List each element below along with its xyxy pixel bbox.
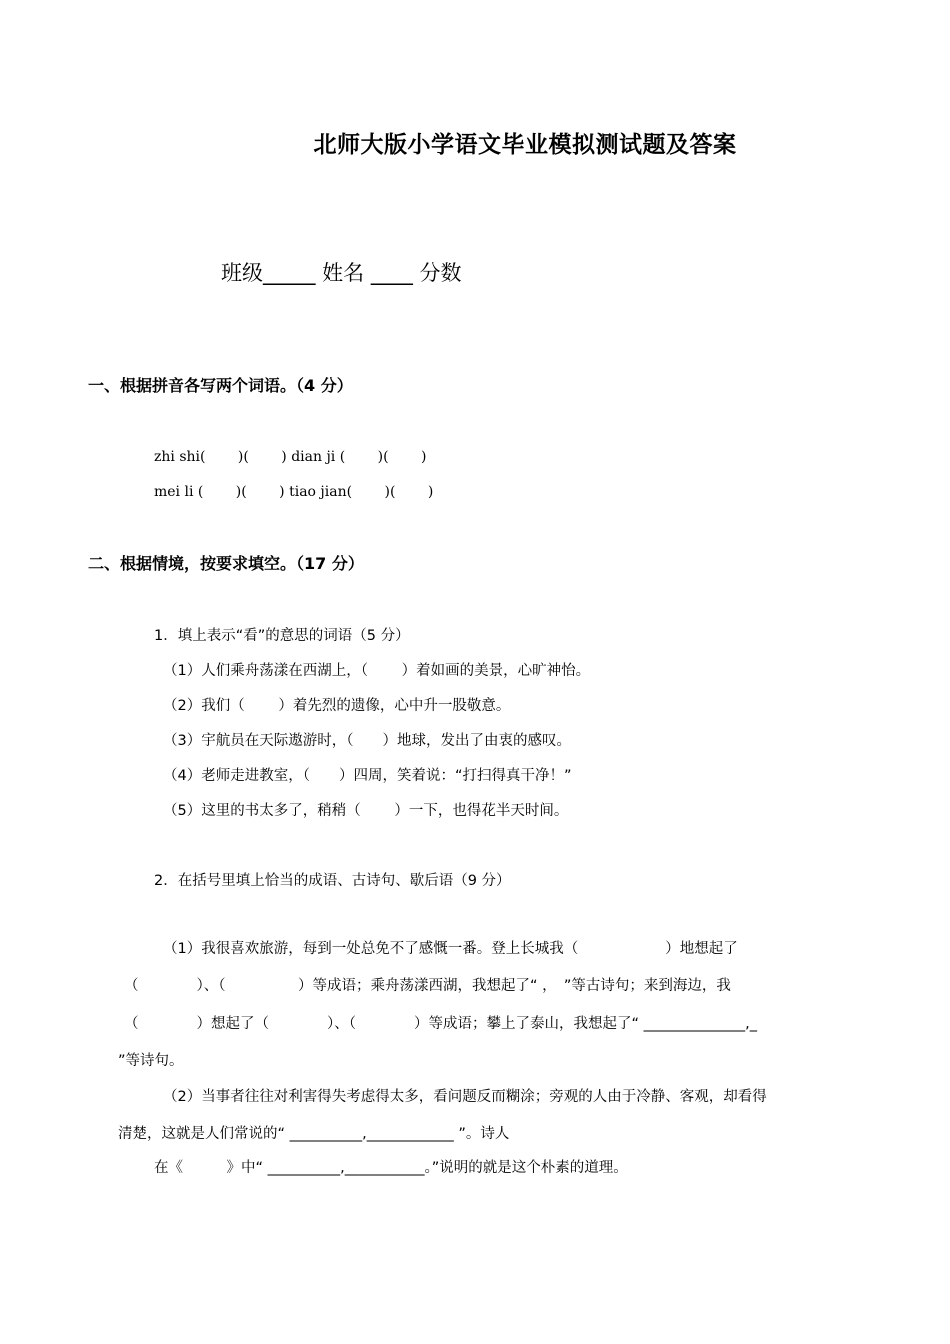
paragraph-1-line-2: （ ）、（ ）等成语；乘舟荡漾西湖，我想起了“ ， ”等古诗句；来到海边，我: [124, 978, 731, 994]
question-1-item-3: （3）宇航员在天际遨游时，（ ）地球，发出了由衷的感叹。: [163, 733, 571, 749]
paragraph-2-line-2: 清楚，这就是人们常说的“ __________,____________ ”。诗人: [118, 1126, 510, 1142]
question-1-item-1: （1）人们乘舟荡漾在西湖上，（ ）着如画的美景，心旷神怡。: [163, 663, 591, 679]
section-1-heading: 一、根据拼音各写两个词语。（4 分）: [88, 376, 353, 395]
paragraph-1-line-3: （ ）想起了（ ）、（ ）等成语；攀上了泰山，我想起了“ ______________,_: [124, 1016, 757, 1032]
question-1-item-2: （2）我们（ ）着先烈的遗像，心中升一股敬意。: [163, 698, 511, 714]
page-title: 北师大版小学语文毕业模拟测试题及答案: [313, 132, 737, 158]
paragraph-2-line-1: （2）当事者往往对利害得失考虑得太多，看问题反而糊涂；旁观的人由于冷静、客观，却看得: [163, 1089, 767, 1105]
student-info: 班级_____ 姓名 ____ 分数: [221, 261, 462, 285]
question-1-item-5: （5）这里的书太多了，稍稍（ ）一下，也得花半天时间。: [163, 803, 569, 819]
paragraph-1-line-1: （1）我很喜欢旅游，每到一处总免不了感慨一番。登上长城我（ ）地想起了: [163, 941, 738, 957]
question-1-item-4: （4）老师走进教室，（ ）四周，笑着说：“打扫得真干净！”: [163, 768, 572, 784]
question-2-label: 2．在括号里填上恰当的成语、古诗句、歇后语（9 分）: [154, 873, 511, 889]
pinyin-line-1: zhi shi( )( ) dian ji ( )( ): [154, 449, 427, 465]
section-2-heading: 二、根据情境，按要求填空。（17 分）: [88, 554, 364, 573]
pinyin-line-2: mei li ( )( ) tiao jian( )( ): [154, 484, 434, 500]
paragraph-1-line-4: ”等诗句。: [118, 1053, 184, 1069]
question-1-label: 1．填上表示“看”的意思的词语（5 分）: [154, 628, 410, 644]
paragraph-2-line-3: 在《 》中“ __________,___________。”说明的就是这个朴素的道理。: [154, 1160, 628, 1176]
